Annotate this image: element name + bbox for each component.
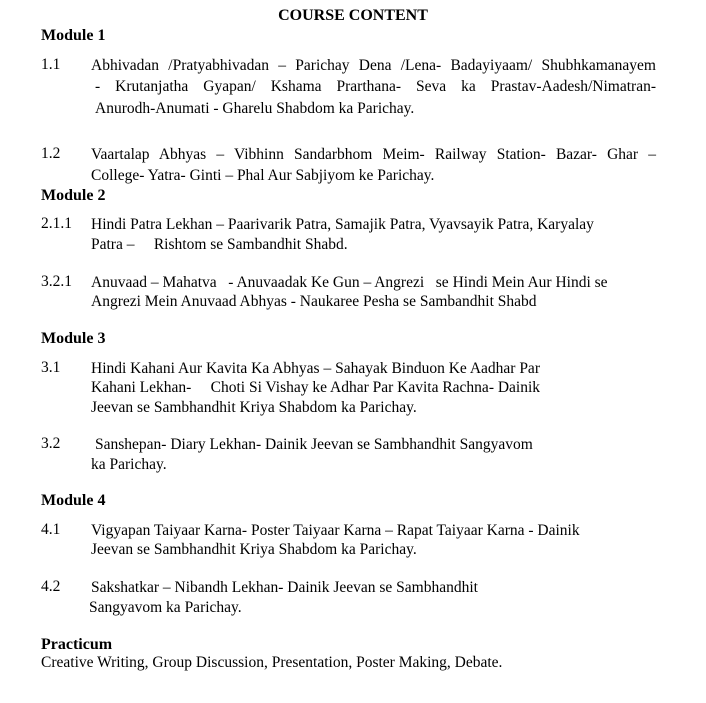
item-3-2-line-1: Sanshepan- Diary Lekhan- Dainik Jeevan se Sambhandhit Sangyavom [95,436,533,453]
item-number-2-1-1: 2.1.1 [41,215,72,232]
practicum-text: Creative Writing, Group Discussion, Presentation, Poster Making, Debate. [41,654,503,671]
item-4-2-line-1: Sakshatkar – Nibandh Lekhan- Dainik Jeevan se Sambhandhit [91,579,478,596]
item-4-2-line-2: Sangyavom ka Parichay. [89,599,242,616]
item-number-4-1: 4.1 [41,521,61,538]
item-number-3-2: 3.2 [41,435,61,452]
item-3-1-line-3: Jeevan se Sambhandhit Kriya Shabdom ka Parichay. [91,399,417,416]
page-title: COURSE CONTENT [278,7,428,24]
item-number-1-1: 1.1 [41,56,61,73]
item-number-3-1: 3.1 [41,359,61,376]
module-4-heading: Module 4 [41,492,106,509]
item-number-3-2-1: 3.2.1 [41,273,72,290]
module-2-heading: Module 2 [41,187,106,204]
item-1-1-line-3: Anurodh-Anumati - Gharelu Shabdom ka Parichay. [95,100,415,117]
item-3-1-line-1: Hindi Kahani Aur Kavita Ka Abhyas – Sahayak Binduon Ke Aadhar Par [91,360,540,377]
item-number-1-2: 1.2 [41,145,61,162]
item-1-2-line-2: College- Yatra- Ginti – Phal Aur Sabjiyom ke Parichay. [91,167,435,184]
item-1-2-line-1: Vaartalap Abhyas – Vibhinn Sandarbhom Meim- Railway Station- Bazar- Ghar – [91,146,656,163]
module-1-heading: Module 1 [41,27,106,44]
practicum-heading: Practicum [41,636,113,653]
item-number-4-2: 4.2 [41,578,61,595]
item-3-1-line-2: Kahani Lekhan- Choti Si Vishay ke Adhar Par Kavita Rachna- Dainik [91,379,541,396]
module-3-heading: Module 3 [41,330,106,347]
item-4-1-line-1: Vigyapan Taiyaar Karna- Poster Taiyaar Karna – Rapat Taiyaar Karna - Dainik [91,522,580,539]
item-2-1-1-line-1: Hindi Patra Lekhan – Paarivarik Patra, Samajik Patra, Vyavsayik Patra, Karyalay [91,216,594,233]
item-3-2-1-line-1: Anuvaad – Mahatva - Anuvaadak Ke Gun – Angrezi se Hindi Mein Aur Hindi se [91,274,608,291]
item-4-1-line-2: Jeevan se Sambhandhit Kriya Shabdom ka Parichay. [91,541,417,558]
item-3-2-1-line-2: Angrezi Mein Anuvaad Abhyas - Naukaree Pesha se Sambandhit Shabd [91,293,537,310]
item-1-1-line-2: - Krutanjatha Gyapan/ Kshama Prarthana- Seva ka Prastav-Aadesh/Nimatran- [95,78,656,95]
item-1-1-line-1: Abhivadan /Pratyabhivadan – Parichay Dena /Lena- Badayiyaam/ Shubhkamanayem [91,57,656,74]
item-2-1-1-line-2: Patra – Rishtom se Sambandhit Shabd. [91,236,348,253]
item-3-2-line-2: ka Parichay. [91,456,167,473]
